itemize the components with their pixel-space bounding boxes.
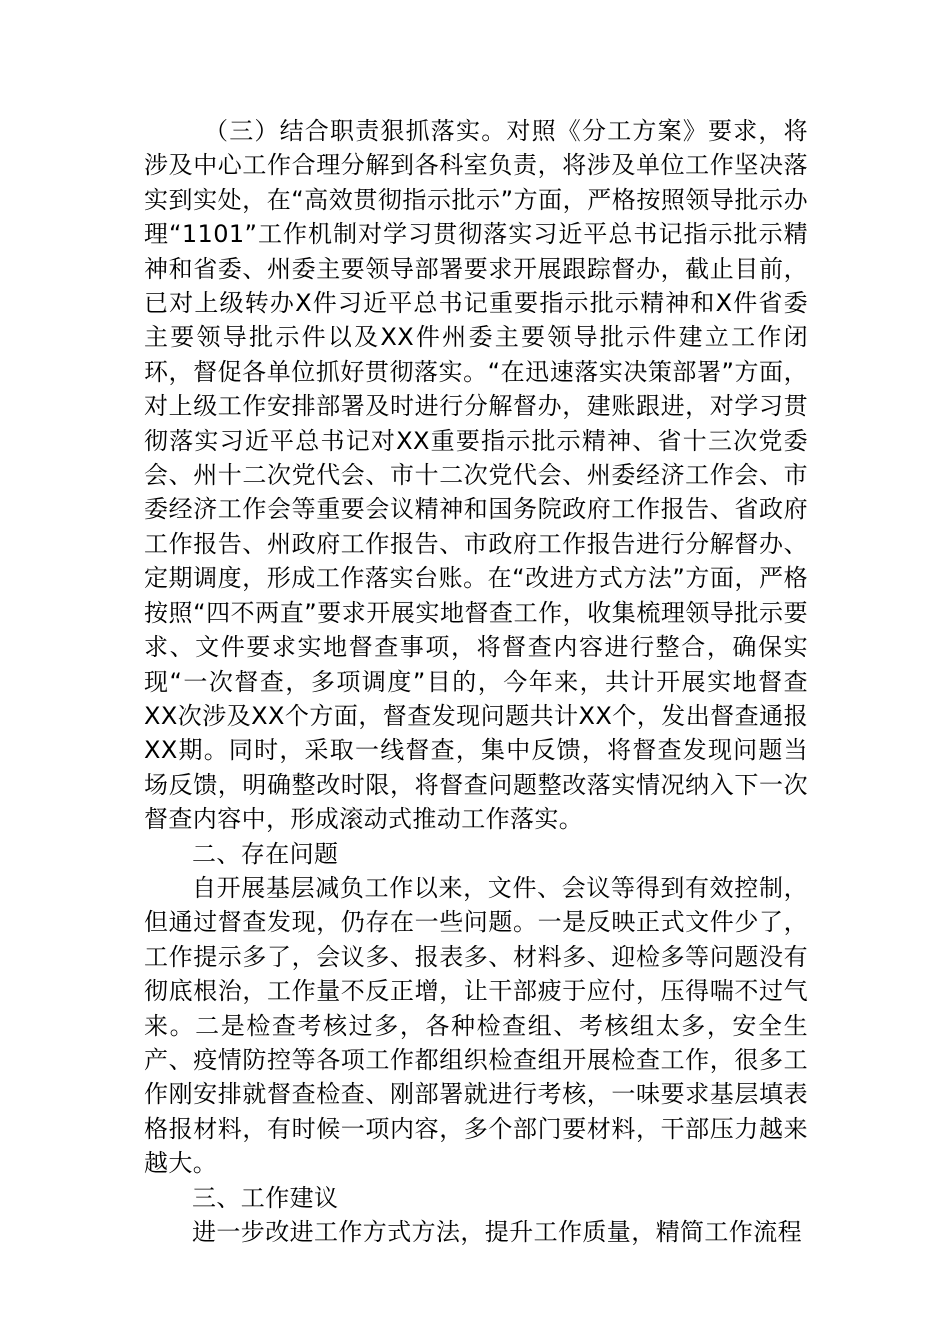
problems-paragraph: 自开展基层减负工作以来，文件、会议等得到有效控制，但通过督查发现，仍存在一些问题。一是反映正式文件少了，工作提示多了，会议多、报表多、材料多、迎检多等问题没有彻底根治，工作量不反正增，让干部疲于应付，压得喘不过气来。二是检查考核过多，各种检查组、考核组太多，安全生产、疫情防控等各项工作都组织检查组开展检查工作，很多工作刚安排就督查检查、刚部署就进行考核，一味要求基层填表格报材料，有时候一项内容，多个部门要材料，干部压力越来越大。 (144, 873, 808, 1178)
heading-work-suggestions: 三、工作建议 (192, 1183, 339, 1212)
suggestions-paragraph: 进一步改进工作方式方法，提升工作质量，精简工作流程 (192, 1218, 802, 1246)
document-page (144, 114, 808, 1249)
section-3-paragraph: （三）结合职责狠抓落实。对照《分工方案》要求，将涉及中心工作合理分解到各科室负责，将涉及单位工作坚决落实到实处，在“高效贯彻指示批示”方面，严格按照领导批示办理“1101”工作机制对学习贯彻落实习近平总书记指示批示精神和省委、州委主要领导部署要求开展跟踪督办，截止目前，已对上级转办X件习近平总书记重要指示批示精神和X件省委主要领导批示件以及XX件州委主要领导批示件建立工作闭环，督促各单位抓好贯彻落实。“在迅速落实决策部署”方面，对上级工作安排部署及时进行分解督办，建账跟进，对学习贯彻落实习近平总书记对XX重要指示批示精神、省十三次党委会、州十二次党代会、市十二次党代会、州委经济工作会、市委经济工作会等重要会议精神和国务院政府工作报告、省政府工作报告、州政府工作报告、市政府工作报告进行分解督办、定期调度，形成工作落实台账。在“改进方式方法”方面，严格按照“四不两直”要求开展实地督查工作，收集梳理领导批示要求、文件要求实地督查事项，将督查内容进行整合，确保实现“一次督查，多项调度”目的，今年来，共计开展实地督查XX次涉及XX个方面，督查发现问题共计XX个，发出督查通报XX期。同时，采取一线督查，集中反馈，将督查发现问题当场反馈，明确整改时限，将督查问题整改落实情况纳入下一次督查内容中，形成滚动式推动工作落实。 (144, 117, 808, 834)
heading-existing-problems: 二、存在问题 (192, 839, 339, 868)
